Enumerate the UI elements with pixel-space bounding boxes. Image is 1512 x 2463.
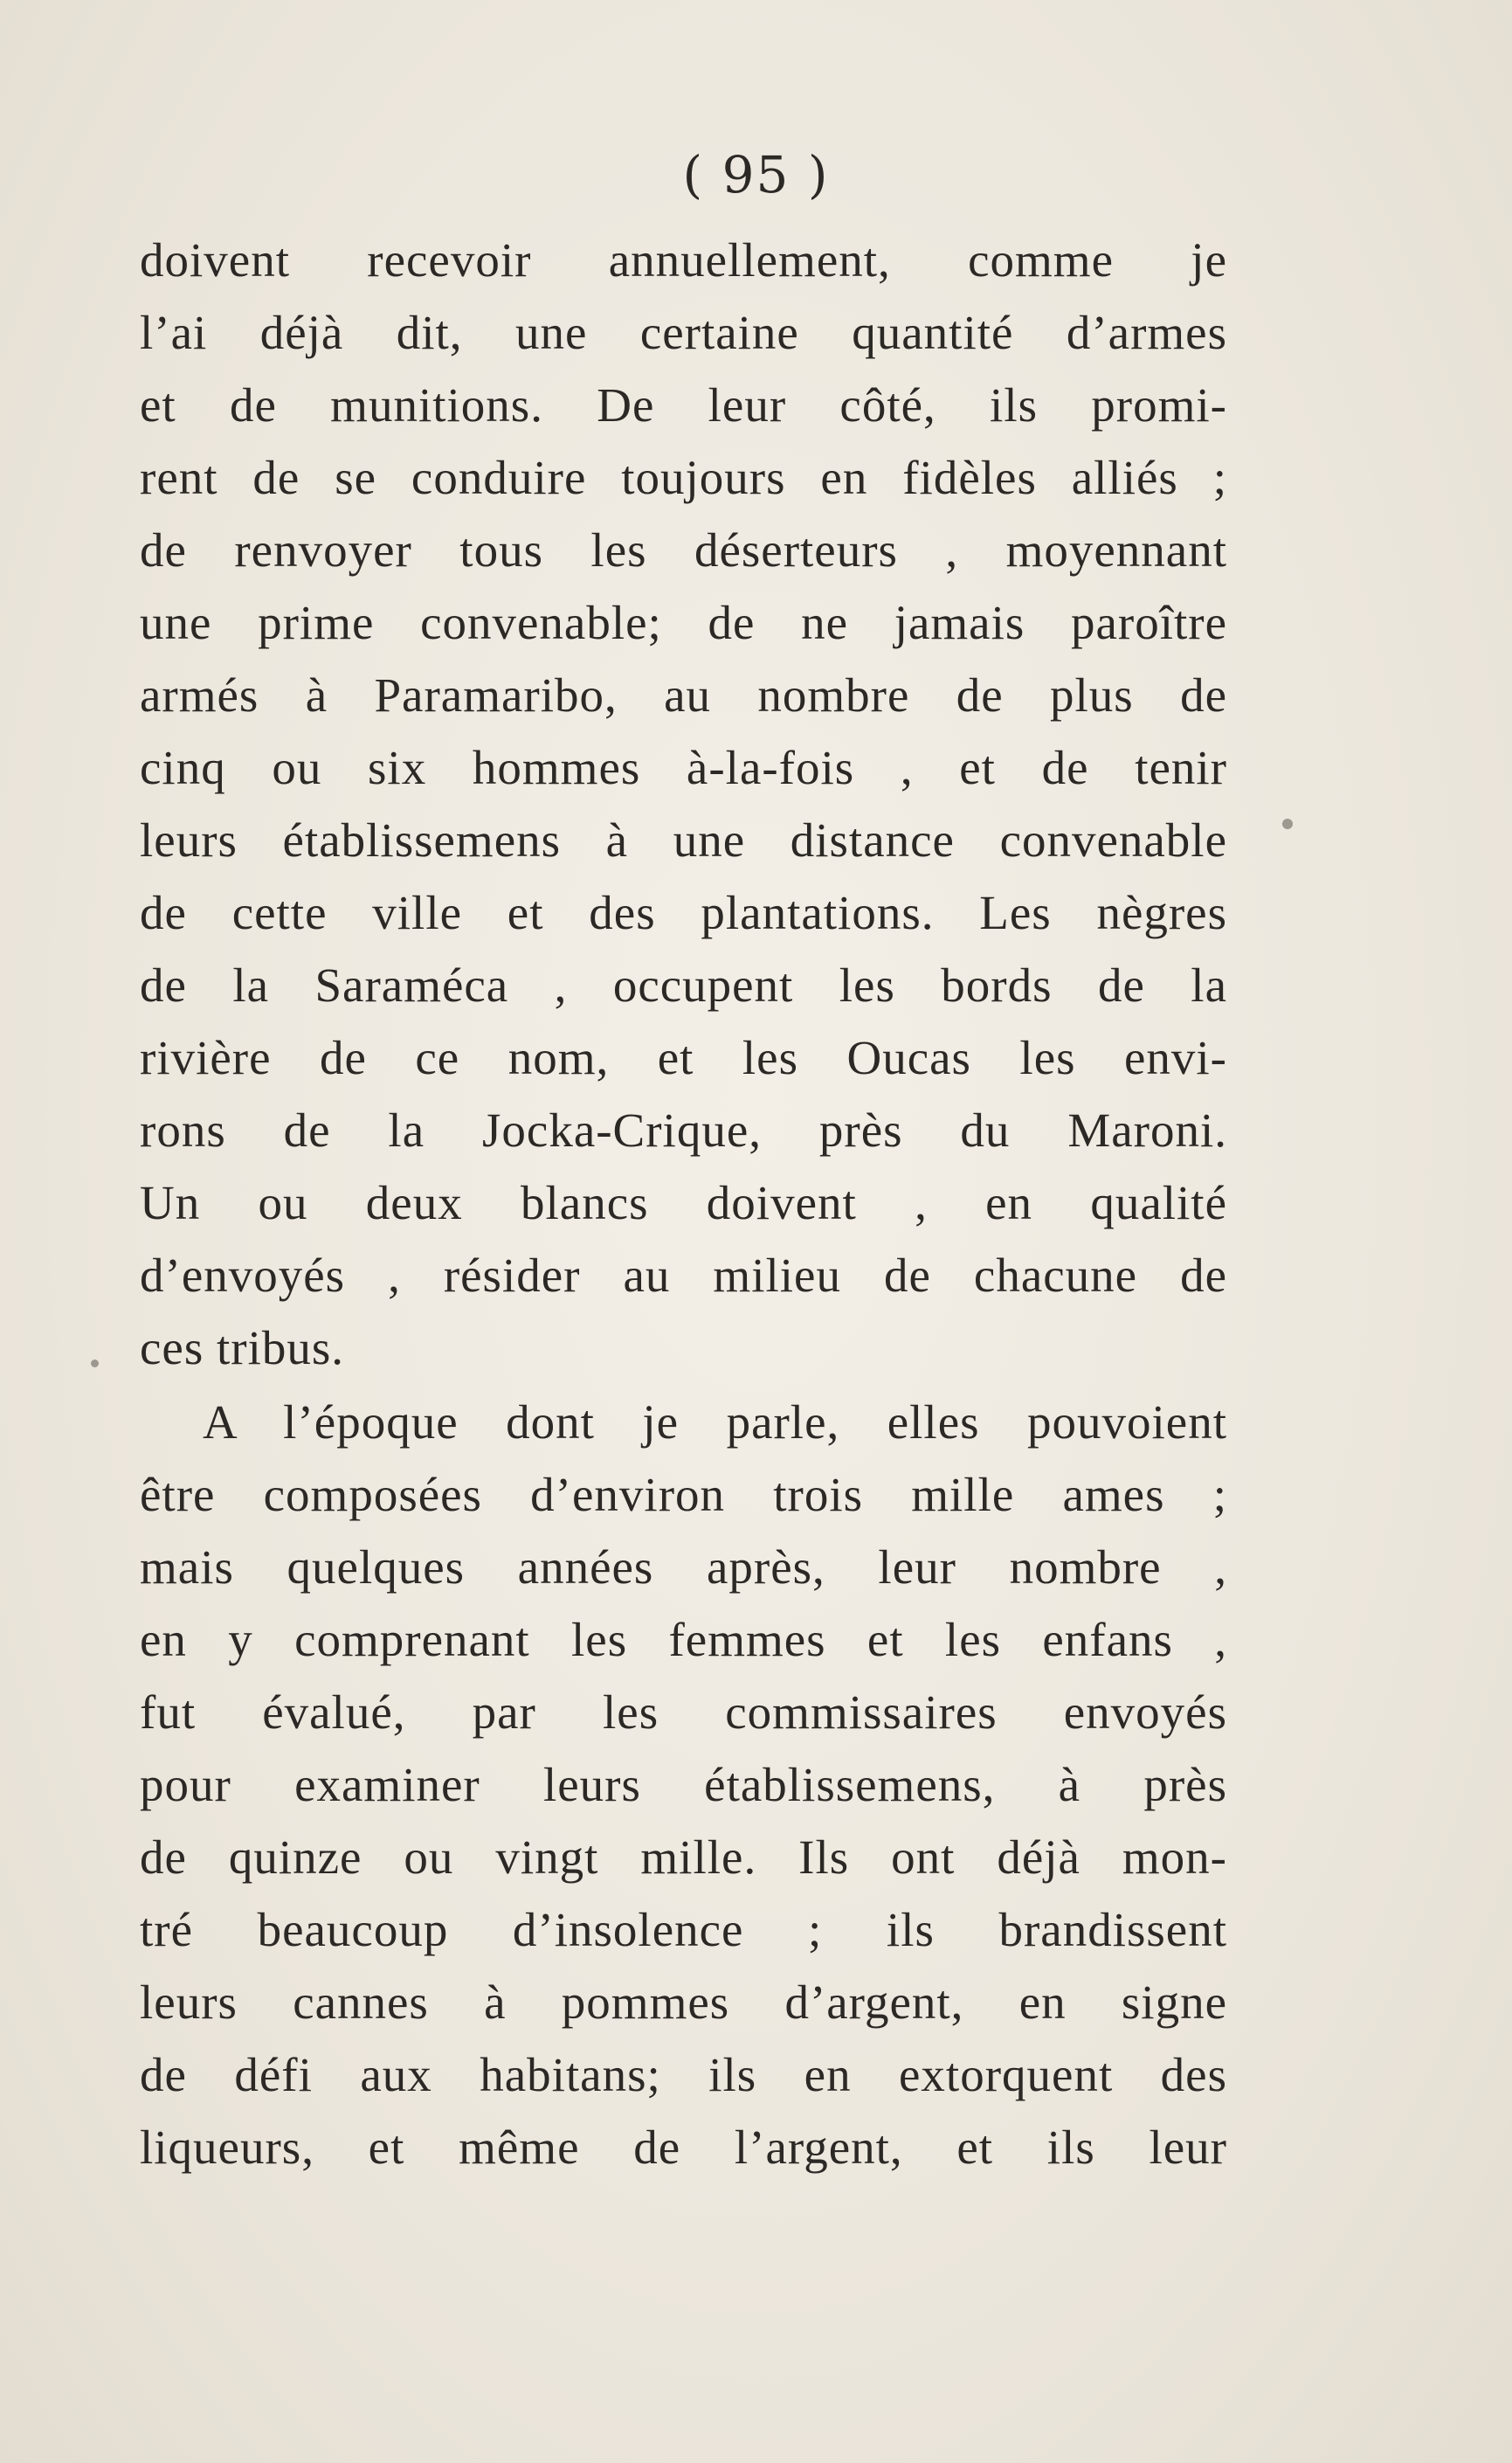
text-line: en y comprenant les femmes et les enfans , [140,1613,1227,1666]
text-line: mais quelques années après, leur nombre , [140,1540,1227,1594]
text-line: ces tribus. [140,1321,345,1374]
text-line: rent de se conduire toujours en fidèles alliés ; [140,451,1227,504]
ink-speck [1282,819,1293,829]
text-line: fut évalué, par les commissaires envoyés [140,1685,1227,1739]
text-line: rons de la Jocka-Crique, près du Maroni. [140,1104,1227,1157]
text-line: armés à Paramaribo, au nombre de plus de [140,668,1227,722]
text-line: tré beaucoup d’insolence ; ils brandissent [140,1903,1227,1956]
text-line: de la Saraméca , occupent les bords de la [140,958,1227,1012]
text-line: doivent recevoir annuellement, comme je [140,233,1227,287]
text-line: A l’époque dont je parle, elles pouvoient [203,1395,1227,1449]
text-line: de renvoyer tous les déserteurs , moyennant [140,523,1227,577]
text-line: rivière de ce nom, et les Oucas les envi- [140,1031,1227,1084]
text-line: d’envoyés , résider au milieu de chacune de [140,1249,1227,1302]
ink-speck [91,1359,99,1367]
text-line: de défi aux habitans; ils en extorquent des [140,2048,1227,2101]
text-line: l’ai déjà dit, une certaine quantité d’armes [140,306,1227,359]
text-line: pour examiner leurs établissemens, à près [140,1758,1227,1811]
text-line: cinq ou six hommes à-la-fois , et de tenir [140,741,1227,794]
text-line: Un ou deux blancs doivent , en qualité [140,1176,1227,1229]
text-line: leurs cannes à pommes d’argent, en signe [140,1975,1227,2029]
text-line: de cette ville et des plantations. Les nègres [140,886,1227,939]
text-line: être composées d’environ trois mille ames ; [140,1468,1227,1521]
text-line: liqueurs, et même de l’argent, et ils leur [140,2121,1227,2174]
text-line: une prime convenable; de ne jamais paroître [140,596,1227,649]
text-line: leurs établissemens à une distance convenable [140,813,1227,867]
page-number-header: ( 95 ) [682,145,830,204]
text-block [140,224,1227,2183]
text-line: de quinze ou vingt mille. Ils ont déjà mon- [140,1830,1227,1884]
text-line: et de munitions. De leur côté, ils promi- [140,378,1227,432]
